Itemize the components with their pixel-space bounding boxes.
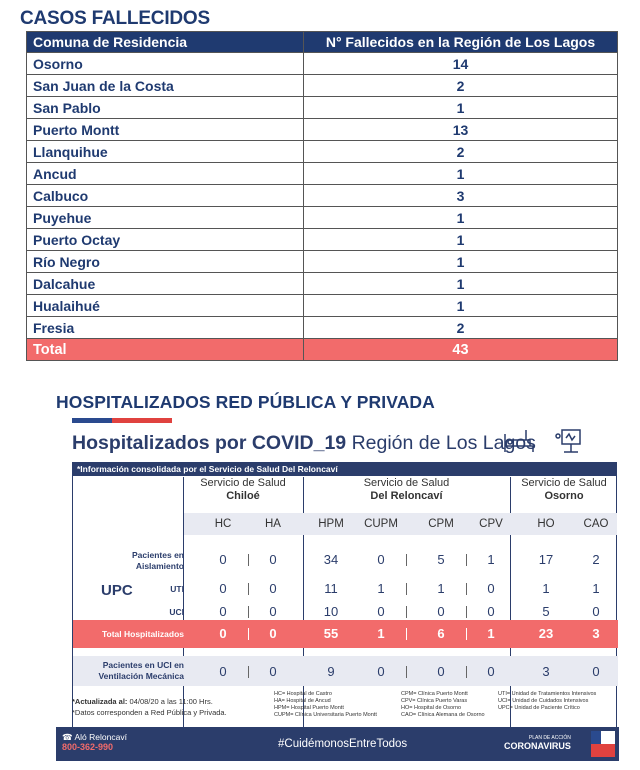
cell-separator: [466, 628, 467, 640]
legend-entry: CAO= Clínica Alemana de Osorno: [401, 712, 485, 718]
total-value-hpm: 55: [323, 626, 339, 641]
col-header-cpv: CPV: [479, 518, 503, 530]
hospital-bed-icon: [502, 426, 536, 456]
uti-value-hpm: 11: [324, 581, 338, 596]
uci-value-ho: 5: [542, 604, 550, 619]
count-cell: 2: [304, 141, 618, 163]
table-row: [27, 229, 618, 251]
table-row: [27, 317, 618, 339]
vent-value-ha: 0: [269, 664, 277, 679]
commune-cell: Calbuco: [27, 185, 304, 207]
count-cell: 1: [304, 295, 618, 317]
vent-value-ho: 3: [542, 664, 550, 679]
legend-entry: HC= Hospital de Castro: [274, 691, 332, 697]
cell-separator: [248, 554, 249, 566]
col-commune-header: Comuna de Residencia: [27, 32, 304, 53]
ventilacion-label: Pacientes en UCI en Ventilación Mecánica: [98, 660, 184, 681]
aislamiento-value-cpv: 1: [487, 552, 495, 567]
count-cell: 13: [304, 119, 618, 141]
commune-cell: Osorno: [27, 53, 304, 75]
legend-clinics: [401, 691, 485, 719]
group-reloncavi: Servicio de Salud Del Reloncaví: [363, 477, 450, 502]
uti-value-ha: 0: [269, 581, 277, 596]
uci-value-cpm: 0: [437, 604, 445, 619]
commune-cell: Puerto Octay: [27, 229, 304, 251]
legend-entry: HA= Hospital de Ancud: [274, 698, 331, 704]
count-cell: 1: [304, 207, 618, 229]
legend-entry: HPM= Hospital Puerto Montt: [274, 705, 344, 711]
legend-entry: UCI= Unidad de Cuidados Intensivos: [498, 698, 589, 704]
cell-separator: [248, 628, 249, 640]
commune-cell: Río Negro: [27, 251, 304, 273]
legend-entry: HO= Hospital de Osorno: [401, 705, 462, 711]
commune-cell: Puyehue: [27, 207, 304, 229]
col-header-ho: HO: [537, 518, 555, 530]
hospital-section-title: HOSPITALIZADOS RED PÚBLICA Y PRIVADA: [56, 392, 435, 412]
table-row: [27, 207, 618, 229]
deaths-table: [26, 31, 618, 361]
cell-separator: [248, 666, 249, 678]
cell-separator: [406, 583, 407, 595]
col-count-header: N° Fallecidos en la Región de Los Lagos: [304, 32, 618, 53]
col-header-hpm: HPM: [318, 518, 344, 530]
group-osorno: Servicio de Salud Osorno: [521, 477, 607, 502]
info-banner: *Información consolidada por el Servicio de Salud Del Reloncaví: [73, 463, 616, 476]
table-row: [27, 295, 618, 317]
count-cell: 14: [304, 53, 618, 75]
cell-separator: [406, 628, 407, 640]
cell-separator: [406, 606, 407, 618]
hashtag: #CuidémonosEntreTodos: [278, 738, 408, 750]
count-cell: 1: [304, 273, 618, 295]
commune-cell: San Pablo: [27, 97, 304, 119]
count-cell: 2: [304, 317, 618, 339]
uci-label: UCI: [169, 607, 184, 617]
uti-value-hc: 0: [219, 581, 227, 596]
table-header-row: [27, 32, 618, 53]
cell-separator: [466, 554, 467, 566]
vent-value-cpv: 0: [487, 664, 495, 679]
aislamiento-value-cao: 2: [592, 552, 600, 567]
phone-icon: ☎: [62, 732, 75, 742]
legend-entry: UTI= Unidad de Tratamientos Intensivos: [498, 691, 597, 697]
uti-value-cpv: 0: [487, 581, 495, 596]
aislamiento-value-cupm: 0: [377, 552, 385, 567]
uti-label: UTI: [170, 584, 184, 594]
vent-value-cao: 0: [592, 664, 600, 679]
vent-value-hc: 0: [219, 664, 227, 679]
infographic-title: Hospitalizados por COVID_19 Región de Los Lagos: [72, 432, 536, 454]
vent-value-cpm: 0: [437, 664, 445, 679]
hospital-panel: [72, 462, 617, 730]
count-cell: 2: [304, 75, 618, 97]
col-header-cpm: CPM: [428, 518, 454, 530]
aislamiento-value-hpm: 34: [323, 552, 339, 567]
total-value-hc: 0: [219, 626, 227, 641]
table-row: [27, 141, 618, 163]
aislamiento-value-cpm: 5: [437, 552, 445, 567]
count-cell: 1: [304, 251, 618, 273]
group-chiloe: Servicio de Salud Chiloé: [200, 477, 286, 502]
uti-value-cpm: 1: [437, 581, 445, 596]
hospital-infographic: [56, 418, 620, 768]
cell-separator: [466, 606, 467, 618]
total-hospitalizados-label: Total Hospitalizados: [101, 629, 184, 639]
commune-cell: Llanquihue: [27, 141, 304, 163]
total-value-cupm: 1: [377, 626, 385, 641]
commune-cell: Fresia: [27, 317, 304, 339]
deaths-section-title: CASOS FALLECIDOS: [20, 8, 210, 29]
table-row: [27, 273, 618, 295]
legend-entry: CUPM= Clínica Universitaria Puerto Montt: [274, 712, 377, 718]
cell-separator: [406, 666, 407, 678]
hotline: ☎ Aló Reloncaví 800-362-990: [62, 732, 127, 752]
commune-cell: Hualaihué: [27, 295, 304, 317]
legend-hospitals: [274, 691, 377, 719]
commune-cell: Ancud: [27, 163, 304, 185]
table-row: [27, 163, 618, 185]
count-cell: 1: [304, 163, 618, 185]
vent-value-hpm: 9: [327, 664, 335, 679]
cell-separator: [466, 583, 467, 595]
col-header-hc: HC: [214, 518, 232, 530]
uti-value-cao: 1: [592, 581, 600, 596]
total-value: 43: [304, 339, 618, 361]
cell-separator: [406, 554, 407, 566]
count-cell: 1: [304, 229, 618, 251]
col-header-cupm: CUPM: [364, 518, 398, 530]
footer-bar: [56, 727, 619, 761]
flag-stripe: [72, 418, 172, 423]
table-row: [27, 185, 618, 207]
col-header-cao: CAO: [583, 518, 609, 530]
table-row: [27, 97, 618, 119]
uci-value-cpv: 0: [487, 604, 495, 619]
uci-value-hc: 0: [219, 604, 227, 619]
aislamiento-value-hc: 0: [219, 552, 227, 567]
table-row: [27, 53, 618, 75]
cell-separator: [466, 666, 467, 678]
uti-value-cupm: 1: [377, 581, 385, 596]
aislamiento-label: Pacientes en Aislamiento: [132, 550, 184, 571]
uci-value-cupm: 0: [377, 604, 385, 619]
aislamiento-value-ho: 17: [538, 552, 554, 567]
col-header-ha: HA: [265, 518, 281, 530]
commune-cell: Puerto Montt: [27, 119, 304, 141]
uti-value-ho: 1: [542, 581, 550, 596]
ventilator-icon: [554, 426, 588, 456]
cell-separator: [248, 606, 249, 618]
aislamiento-value-ha: 0: [269, 552, 277, 567]
total-value-ho: 23: [538, 626, 554, 641]
commune-cell: San Juan de la Costa: [27, 75, 304, 97]
total-value-ha: 0: [269, 626, 277, 641]
total-value-cao: 3: [592, 626, 600, 641]
total-value-cpm: 6: [437, 626, 445, 641]
uci-value-hpm: 10: [323, 604, 339, 619]
total-label: Total: [27, 339, 304, 361]
coronavirus-plan-logo: PLAN DE ACCIÓN CORONAVIRUS: [504, 735, 571, 751]
vent-value-cupm: 0: [377, 664, 385, 679]
total-value-cpv: 1: [487, 626, 495, 641]
count-cell: 3: [304, 185, 618, 207]
uci-value-cao: 0: [592, 604, 600, 619]
footnotes: *Actualizada al: 04/08/20 a las 11:00 Hrs. *Datos corresponden a Red Pública y Privada.: [72, 697, 227, 717]
legend-entry: UPC= Unidad de Paciente Crítico: [498, 705, 580, 711]
legend-entry: CPM= Clínica Puerto Montt: [401, 691, 468, 697]
count-cell: 1: [304, 97, 618, 119]
commune-cell: Dalcahue: [27, 273, 304, 295]
total-row: [27, 339, 618, 361]
legend-entry: CPV= Clínica Puerto Varas: [401, 698, 468, 704]
government-logo: [591, 731, 615, 757]
uci-value-ha: 0: [269, 604, 277, 619]
table-row: [27, 119, 618, 141]
table-row: [27, 251, 618, 273]
legend-units: [498, 691, 596, 712]
table-row: [27, 75, 618, 97]
cell-separator: [248, 583, 249, 595]
upc-label: UPC: [101, 582, 133, 599]
